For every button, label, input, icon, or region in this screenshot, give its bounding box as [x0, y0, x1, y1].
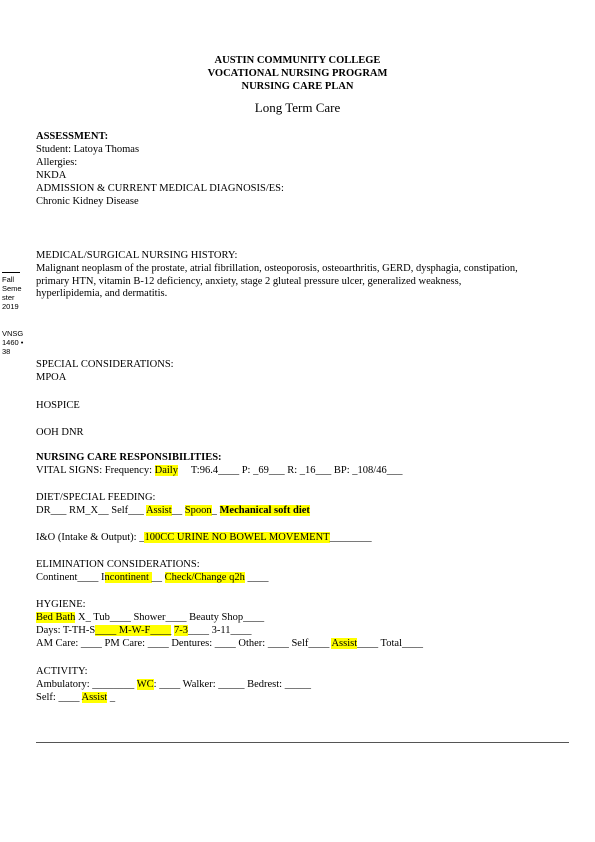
program-title: VOCATIONAL NURSING PROGRAM [207, 68, 388, 79]
hygiene-days-line: Days: T-TH-S____ M-W-F____ 7-3____ 3-11____ [36, 625, 252, 636]
diet-spoon: Spoon [184, 505, 212, 516]
days-mwf: ____ M-W-F____ [95, 625, 172, 636]
sidebar-divider [2, 272, 20, 273]
hygiene-bath-line: Bed Bath X_ Tub____ Shower____ Beauty Shop____ [36, 612, 265, 623]
sidebar-term: Fall Seme ster 2019 [2, 275, 22, 311]
care-assist: Assist [331, 638, 358, 649]
special-item-dnr: OOH DNR [36, 427, 84, 438]
diet-assist: Assist [145, 505, 172, 516]
assessment-heading: ASSESSMENT: [36, 131, 109, 142]
history-label: MEDICAL/SURGICAL NURSING HISTORY: [36, 250, 238, 261]
bottom-divider [36, 742, 569, 743]
special-considerations-label: SPECIAL CONSIDERATIONS: [36, 359, 174, 370]
history-text: Malignant neoplasm of the prostate, atrial fibrillation, osteoporosis, osteoarthritis, GERD, dysphagia, constipation, primary HTN, vitamin B-12 deficiency, anxiety, stage 2 gluteal pressure ulcer, generalized weakness, hyperlipidemia, and dermatitis. [36, 263, 518, 299]
allergies-value: NKDA [36, 170, 67, 181]
diet-label: DIET/SPECIAL FEEDING: [36, 492, 156, 503]
care-plan-title: NURSING CARE PLAN [241, 81, 354, 92]
hygiene-label: HYGIENE: [36, 599, 86, 610]
diagnosis-value: Chronic Kidney Disease [36, 196, 139, 207]
ambulatory-wc: WC [136, 679, 154, 690]
special-item-mpoa: MPOA [36, 372, 67, 383]
activity-label: ACTIVITY: [36, 666, 88, 677]
college-title: AUSTIN COMMUNITY COLLEGE [214, 55, 381, 66]
vitals-frequency: Daily [154, 465, 178, 476]
student-name: Student: Latoya Thomas [36, 144, 140, 155]
elimination-line: Continent____ Incontinent __ Check/Change q2h ____ [36, 572, 269, 583]
elim-incontinent: ncontinent [104, 572, 152, 583]
activity-assist: Assist [81, 692, 108, 703]
diagnosis-label: ADMISSION & CURRENT MEDICAL DIAGNOSIS/ES: [36, 183, 284, 194]
special-item-hospice: HOSPICE [36, 400, 80, 411]
elim-check-change: Check/Change q2h [164, 572, 245, 583]
allergies-label: Allergies: [36, 157, 78, 168]
elimination-label: ELIMINATION CONSIDERATIONS: [36, 559, 200, 570]
vital-signs-line: VITAL SIGNS: Frequency: Daily T:96.4____ P: _69___ R: _16___ BP: _108/46___ [36, 465, 403, 476]
ambulatory-line: Ambulatory: ________ WC: ____ Walker: _____ Bedrest: _____ [36, 679, 311, 690]
activity-self-line: Self: ____ Assist _ [36, 692, 116, 703]
hygiene-care-line: AM Care: ____ PM Care: ____ Dentures: ____ Other: ____ Self____ Assist____ Total____ [36, 638, 423, 649]
days-shift-7-3: 7-3 [173, 625, 188, 636]
hygiene-bed-bath: Bed Bath [36, 612, 76, 623]
intake-output-value: 100CC URINE NO BOWEL MOVEMENT [144, 532, 330, 543]
diet-line: DR___ RM_X__ Self___ Assist__ Spoon_ Mechanical soft diet [36, 505, 310, 516]
diet-type: Mechanical soft diet [219, 505, 310, 516]
responsibilities-heading: NURSING CARE RESPONSIBILITIES: [36, 452, 222, 463]
intake-output-line: I&O (Intake & Output): _100CC URINE NO BOWEL MOVEMENT________ [36, 532, 372, 543]
sidebar-course: VNSG 1460 • 38 [2, 329, 24, 356]
care-setting-subtitle: Long Term Care [254, 100, 341, 115]
